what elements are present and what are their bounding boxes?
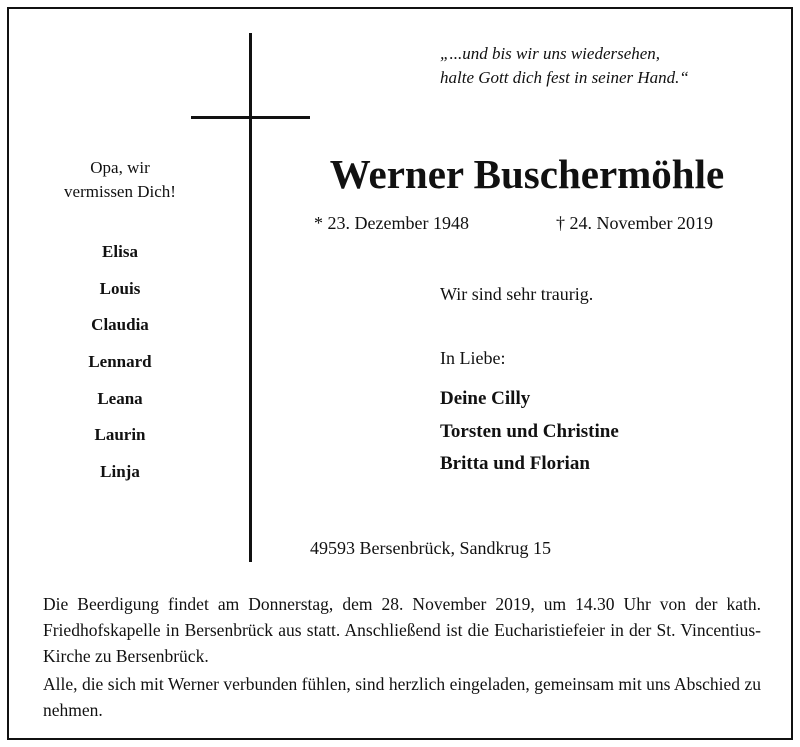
cross-vertical-bar [249,33,252,562]
grandchildren-message-line-1: Opa, wir [90,158,150,177]
sad-text: Wir sind sehr traurig. [440,284,594,304]
birth-date: * 23. Dezember 1948 [314,213,469,233]
grandchild-name: Elisa [102,242,138,261]
grandchild-name: Louis [99,278,141,298]
quote [440,42,689,90]
mourner-name: Torsten und Christine [440,420,619,442]
mourner-name: Deine Cilly [440,388,531,409]
grandchild-name: Leana [97,388,143,408]
grandchildren-message [30,156,210,204]
death-date: † 24. November 2019 [556,213,713,233]
address: 49593 Bersenbrück, Sandkrug 15 [310,538,551,558]
mourner-name: Britta und Florian [440,453,590,474]
grandchild-name: Laurin [94,425,146,445]
mourners-list [440,385,619,483]
funeral-info-paragraph: Die Beerdigung findet am Donnerstag, dem 28. November 2019, um 14.30 Uhr von der kath. Friedhofskapelle in Bersenbrück aus statt. Anschließend ist die Eucharistiefeier in der St. Vincentius-Kirche zu Bersenbrück. [43,594,761,666]
invitation-paragraph: Alle, die sich mit Werner verbunden fühlen, sind herzlich eingeladen, gemeinsam mit uns Abschied zu nehmen. [43,674,761,720]
quote-line-1: „...und bis wir uns wiedersehen, [440,44,661,63]
love-text: In Liebe: [440,348,506,368]
grandchildren-list [30,238,210,495]
grandchild-name: Lennard [88,352,152,372]
quote-line-2: halte Gott dich fest in seiner Hand.“ [440,68,689,87]
grandchild-name: Linja [100,462,140,482]
grandchildren-message-line-2: vermissen Dich! [64,182,176,201]
grandchild-name: Claudia [91,315,149,335]
deceased-name: Werner Buschermöhle [329,151,725,197]
cross-horizontal-bar [191,116,310,119]
